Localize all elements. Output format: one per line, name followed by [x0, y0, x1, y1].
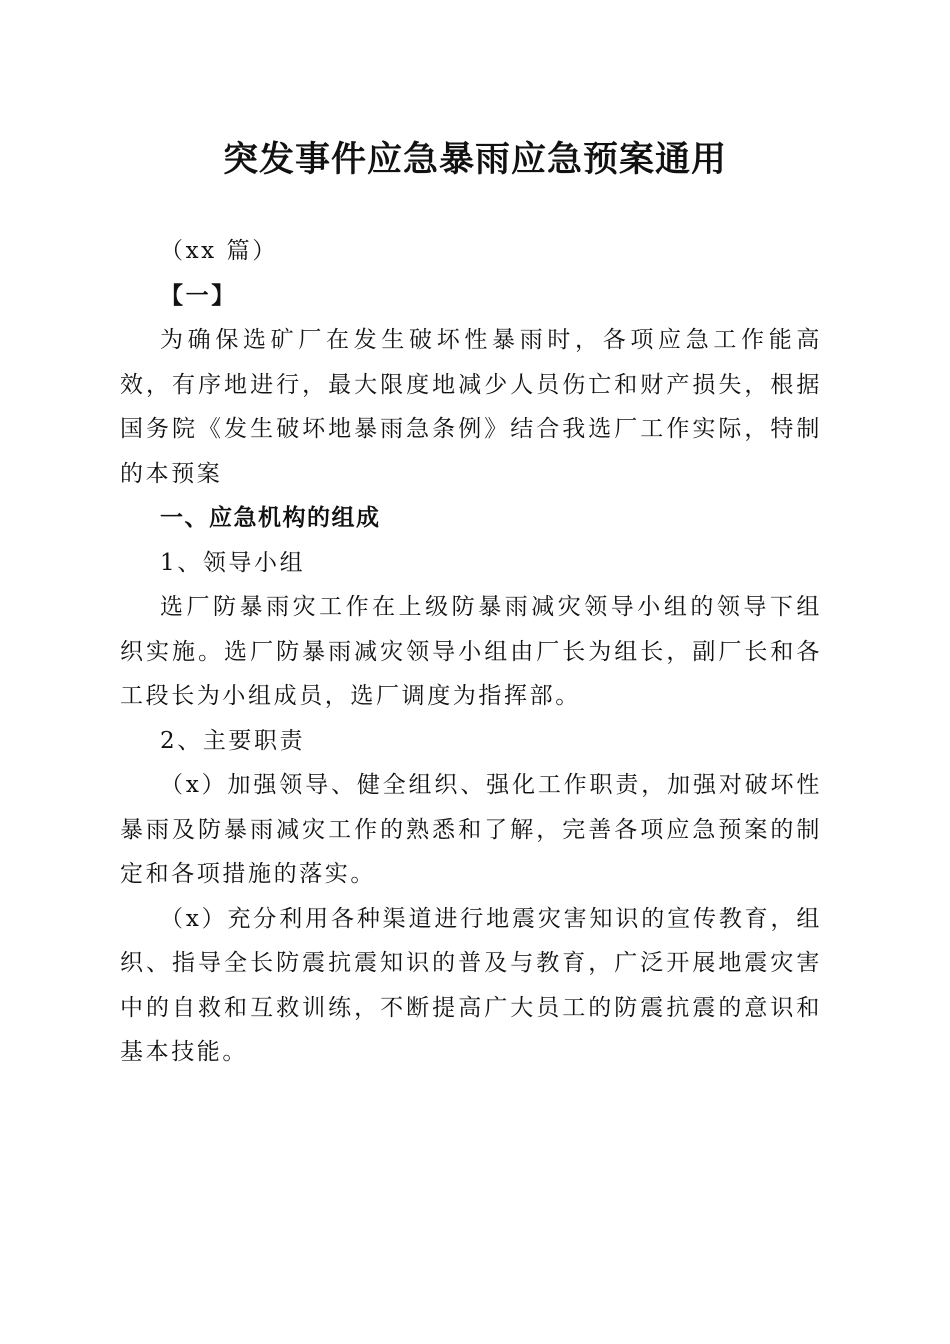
subsection-heading-leadership: 1、领导小组: [160, 549, 306, 576]
duty-paragraph: （x）加强领导、健全组织、强化工作职责，加强对破坏性暴雨及防暴雨减灾工作的熟悉和了解，完善各项应急预案的制定和各项措施的落实。: [120, 772, 822, 887]
document-body: [120, 229, 822, 1075]
variant-label: （xx 篇）: [160, 238, 278, 264]
document-title: 突发事件应急暴雨应急预案通用: [222, 139, 727, 180]
section-heading: 一、应急机构的组成: [160, 505, 381, 531]
intro-paragraph: 为确保选矿厂在发生破坏性暴雨时，各项应急工作能高效，有序地进行，最大限度地减少人员伤亡和财产损失，根据国务院《发生破坏地暴雨急条例》结合我选厂工作实际，特制的本预案: [120, 327, 822, 487]
duty-paragraph: （x）充分利用各种渠道进行地震灾害知识的宣传教育，组织、指导全长防震抗震知识的普及与教育，广泛开展地震灾害中的自救和互救训练，不断提高广大员工的防震抗震的意识和基本技能。: [120, 905, 822, 1065]
section-marker: 【一】: [160, 282, 237, 309]
leadership-paragraph: 选厂防暴雨灾工作在上级防暴雨减灾领导小组的领导下组织实施。选厂防暴雨减灾领导小组由厂长为组长，副厂长和各工段长为小组成员，选厂调度为指挥部。: [120, 594, 822, 709]
subsection-heading-duties: 2、主要职责: [160, 727, 306, 754]
